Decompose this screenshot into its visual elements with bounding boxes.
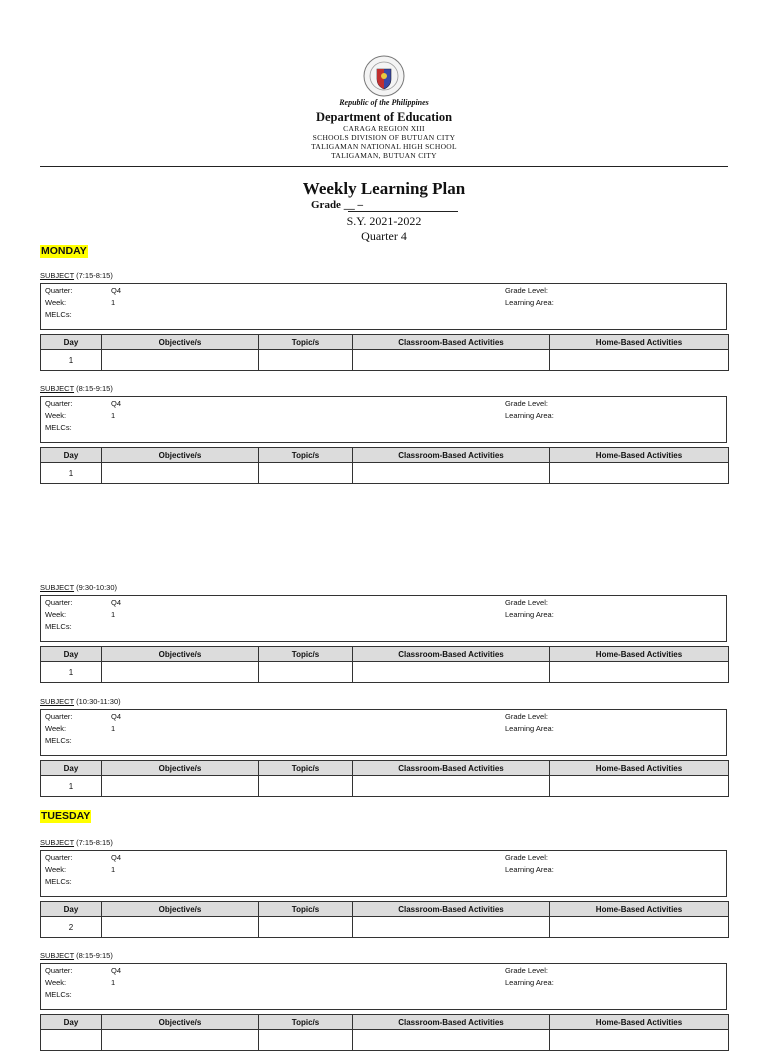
subject-info-box [40, 595, 727, 642]
subject-label: SUBJECT [40, 951, 75, 960]
classroom-activities-cell[interactable] [353, 463, 550, 484]
school-line: TALIGAMAN NATIONAL HIGH SCHOOL [311, 142, 457, 151]
classroom-activities-cell[interactable] [353, 1030, 550, 1051]
week-label: Week: [45, 865, 67, 874]
quarter-label: Quarter: [45, 853, 73, 862]
table-header-row [41, 448, 729, 463]
subject-heading [40, 838, 113, 847]
subject-heading [40, 583, 117, 592]
grade-level-label: Grade Level: [505, 286, 548, 295]
col-classroom-activities: Classroom-Based Activities [353, 1015, 550, 1030]
subject-heading [40, 271, 113, 280]
plan-table [40, 447, 729, 484]
melcs-label: MELCs: [45, 622, 72, 631]
col-day: Day [41, 761, 102, 776]
table-row [41, 662, 729, 683]
col-classroom-activities: Classroom-Based Activities [353, 448, 550, 463]
col-home-activities: Home-Based Activities [550, 335, 729, 350]
week-label: Week: [45, 610, 67, 619]
subject-time: (8:15-9:15) [76, 951, 113, 960]
subject-time: (8:15-9:15) [76, 384, 113, 393]
table-header-row [41, 647, 729, 662]
learning-area-label: Learning Area: [505, 610, 554, 619]
subject-info-box [40, 850, 727, 897]
classroom-activities-cell[interactable] [353, 917, 550, 938]
subject-heading [40, 697, 121, 706]
republic-line: Republic of the Philippines [339, 98, 429, 107]
col-home-activities: Home-Based Activities [550, 761, 729, 776]
home-activities-cell[interactable] [550, 1030, 729, 1051]
subject-heading [40, 951, 113, 960]
col-topics: Topic/s [259, 335, 353, 350]
subject-info-box [40, 396, 727, 443]
col-objectives: Objective/s [102, 335, 259, 350]
classroom-activities-cell[interactable] [353, 662, 550, 683]
topics-cell[interactable] [259, 350, 353, 371]
subject-heading [40, 384, 113, 393]
week-label: Week: [45, 411, 67, 420]
melcs-label: MELCs: [45, 877, 72, 886]
col-objectives: Objective/s [102, 448, 259, 463]
learning-area-label: Learning Area: [505, 724, 554, 733]
classroom-activities-cell[interactable] [353, 776, 550, 797]
week-value: 1 [111, 298, 116, 307]
table-header-row [41, 335, 729, 350]
subject-label: SUBJECT [40, 838, 75, 847]
topics-cell[interactable] [259, 917, 353, 938]
week-value: 1 [111, 978, 116, 987]
plan-table [40, 901, 729, 938]
quarter-value: Q4 [111, 712, 122, 721]
day-number: 1 [41, 350, 102, 371]
learning-area-label: Learning Area: [505, 865, 554, 874]
col-objectives: Objective/s [102, 1015, 259, 1030]
table-header-row [41, 902, 729, 917]
table-header-row [41, 1015, 729, 1030]
day-number: 1 [41, 662, 102, 683]
quarter-heading: Quarter 4 [361, 229, 407, 243]
topics-cell[interactable] [259, 1030, 353, 1051]
table-row [41, 350, 729, 371]
objectives-cell[interactable] [102, 463, 259, 484]
deped-seal-icon [363, 55, 405, 97]
week-value: 1 [111, 724, 116, 733]
learning-area-label: Learning Area: [505, 411, 554, 420]
grade-level-label: Grade Level: [505, 966, 548, 975]
grade-label: Grade __ – [311, 199, 363, 211]
grade-level-label: Grade Level: [505, 712, 548, 721]
quarter-label: Quarter: [45, 712, 73, 721]
table-row [41, 1030, 729, 1051]
page-title: Weekly Learning Plan [302, 179, 466, 198]
col-home-activities: Home-Based Activities [550, 647, 729, 662]
col-day: Day [41, 902, 102, 917]
col-home-activities: Home-Based Activities [550, 1015, 729, 1030]
col-day: Day [41, 448, 102, 463]
subject-time: (7:15-8:15) [76, 271, 113, 280]
col-home-activities: Home-Based Activities [550, 902, 729, 917]
subject-time: (9:30-10:30) [76, 583, 117, 592]
objectives-cell[interactable] [102, 350, 259, 371]
col-day: Day [41, 335, 102, 350]
table-header-row [41, 761, 729, 776]
col-objectives: Objective/s [102, 761, 259, 776]
region-line: CARAGA REGION XIII [343, 124, 425, 133]
learning-area-label: Learning Area: [505, 978, 554, 987]
quarter-value: Q4 [111, 598, 122, 607]
topics-cell[interactable] [259, 776, 353, 797]
col-topics: Topic/s [259, 647, 353, 662]
objectives-cell[interactable] [102, 917, 259, 938]
day-number: 2 [41, 917, 102, 938]
subject-time: (10:30-11:30) [76, 697, 121, 706]
quarter-label: Quarter: [45, 399, 73, 408]
tuesday-heading: TUESDAY [41, 810, 91, 822]
week-label: Week: [45, 978, 67, 987]
grade-level-label: Grade Level: [505, 598, 548, 607]
home-activities-cell[interactable] [550, 917, 729, 938]
col-objectives: Objective/s [102, 902, 259, 917]
school-year: S.Y. 2021-2022 [346, 214, 422, 228]
grade-blank-line [348, 211, 458, 212]
address-line: TALIGAMAN, BUTUAN CITY [331, 151, 437, 160]
col-objectives: Objective/s [102, 647, 259, 662]
topics-cell[interactable] [259, 662, 353, 683]
home-activities-cell[interactable] [550, 776, 729, 797]
quarter-value: Q4 [111, 399, 122, 408]
col-home-activities: Home-Based Activities [550, 448, 729, 463]
melcs-label: MELCs: [45, 310, 72, 319]
grade-level-label: Grade Level: [505, 853, 548, 862]
col-topics: Topic/s [259, 761, 353, 776]
topics-cell[interactable] [259, 463, 353, 484]
plan-table [40, 334, 729, 371]
quarter-value: Q4 [111, 286, 122, 295]
subject-info-box [40, 709, 727, 756]
melcs-label: MELCs: [45, 736, 72, 745]
objectives-cell[interactable] [102, 1030, 259, 1051]
home-activities-cell[interactable] [550, 662, 729, 683]
col-topics: Topic/s [259, 902, 353, 917]
col-classroom-activities: Classroom-Based Activities [353, 647, 550, 662]
table-row [41, 463, 729, 484]
classroom-activities-cell[interactable] [353, 350, 550, 371]
week-value: 1 [111, 610, 116, 619]
day-number: 1 [41, 463, 102, 484]
objectives-cell[interactable] [102, 662, 259, 683]
table-row [41, 776, 729, 797]
week-label: Week: [45, 298, 67, 307]
week-value: 1 [111, 411, 116, 420]
plan-table [40, 1014, 729, 1051]
subject-label: SUBJECT [40, 583, 75, 592]
col-topics: Topic/s [259, 1015, 353, 1030]
week-value: 1 [111, 865, 116, 874]
division-line: SCHOOLS DIVISION OF BUTUAN CITY [312, 133, 456, 142]
day-number: 1 [41, 776, 102, 797]
col-topics: Topic/s [259, 448, 353, 463]
col-day: Day [41, 647, 102, 662]
objectives-cell[interactable] [102, 776, 259, 797]
table-row [41, 917, 729, 938]
plan-table [40, 760, 729, 797]
department-name: Department of Education [315, 110, 453, 124]
subject-label: SUBJECT [40, 384, 75, 393]
quarter-label: Quarter: [45, 286, 73, 295]
learning-area-label: Learning Area: [505, 298, 554, 307]
grade-level-label: Grade Level: [505, 399, 548, 408]
col-classroom-activities: Classroom-Based Activities [353, 335, 550, 350]
week-label: Week: [45, 724, 67, 733]
monday-heading: MONDAY [41, 245, 87, 257]
subject-label: SUBJECT [40, 271, 75, 280]
home-activities-cell[interactable] [550, 350, 729, 371]
melcs-label: MELCs: [45, 990, 72, 999]
col-day: Day [41, 1015, 102, 1030]
day-number [41, 1030, 102, 1051]
quarter-label: Quarter: [45, 966, 73, 975]
col-classroom-activities: Classroom-Based Activities [353, 902, 550, 917]
col-classroom-activities: Classroom-Based Activities [353, 761, 550, 776]
plan-table [40, 646, 729, 683]
subject-label: SUBJECT [40, 697, 75, 706]
melcs-label: MELCs: [45, 423, 72, 432]
subject-info-box [40, 283, 727, 330]
subject-info-box [40, 963, 727, 1010]
quarter-label: Quarter: [45, 598, 73, 607]
home-activities-cell[interactable] [550, 463, 729, 484]
quarter-value: Q4 [111, 966, 122, 975]
subject-time: (7:15-8:15) [76, 838, 113, 847]
quarter-value: Q4 [111, 853, 122, 862]
header-divider [40, 166, 728, 167]
